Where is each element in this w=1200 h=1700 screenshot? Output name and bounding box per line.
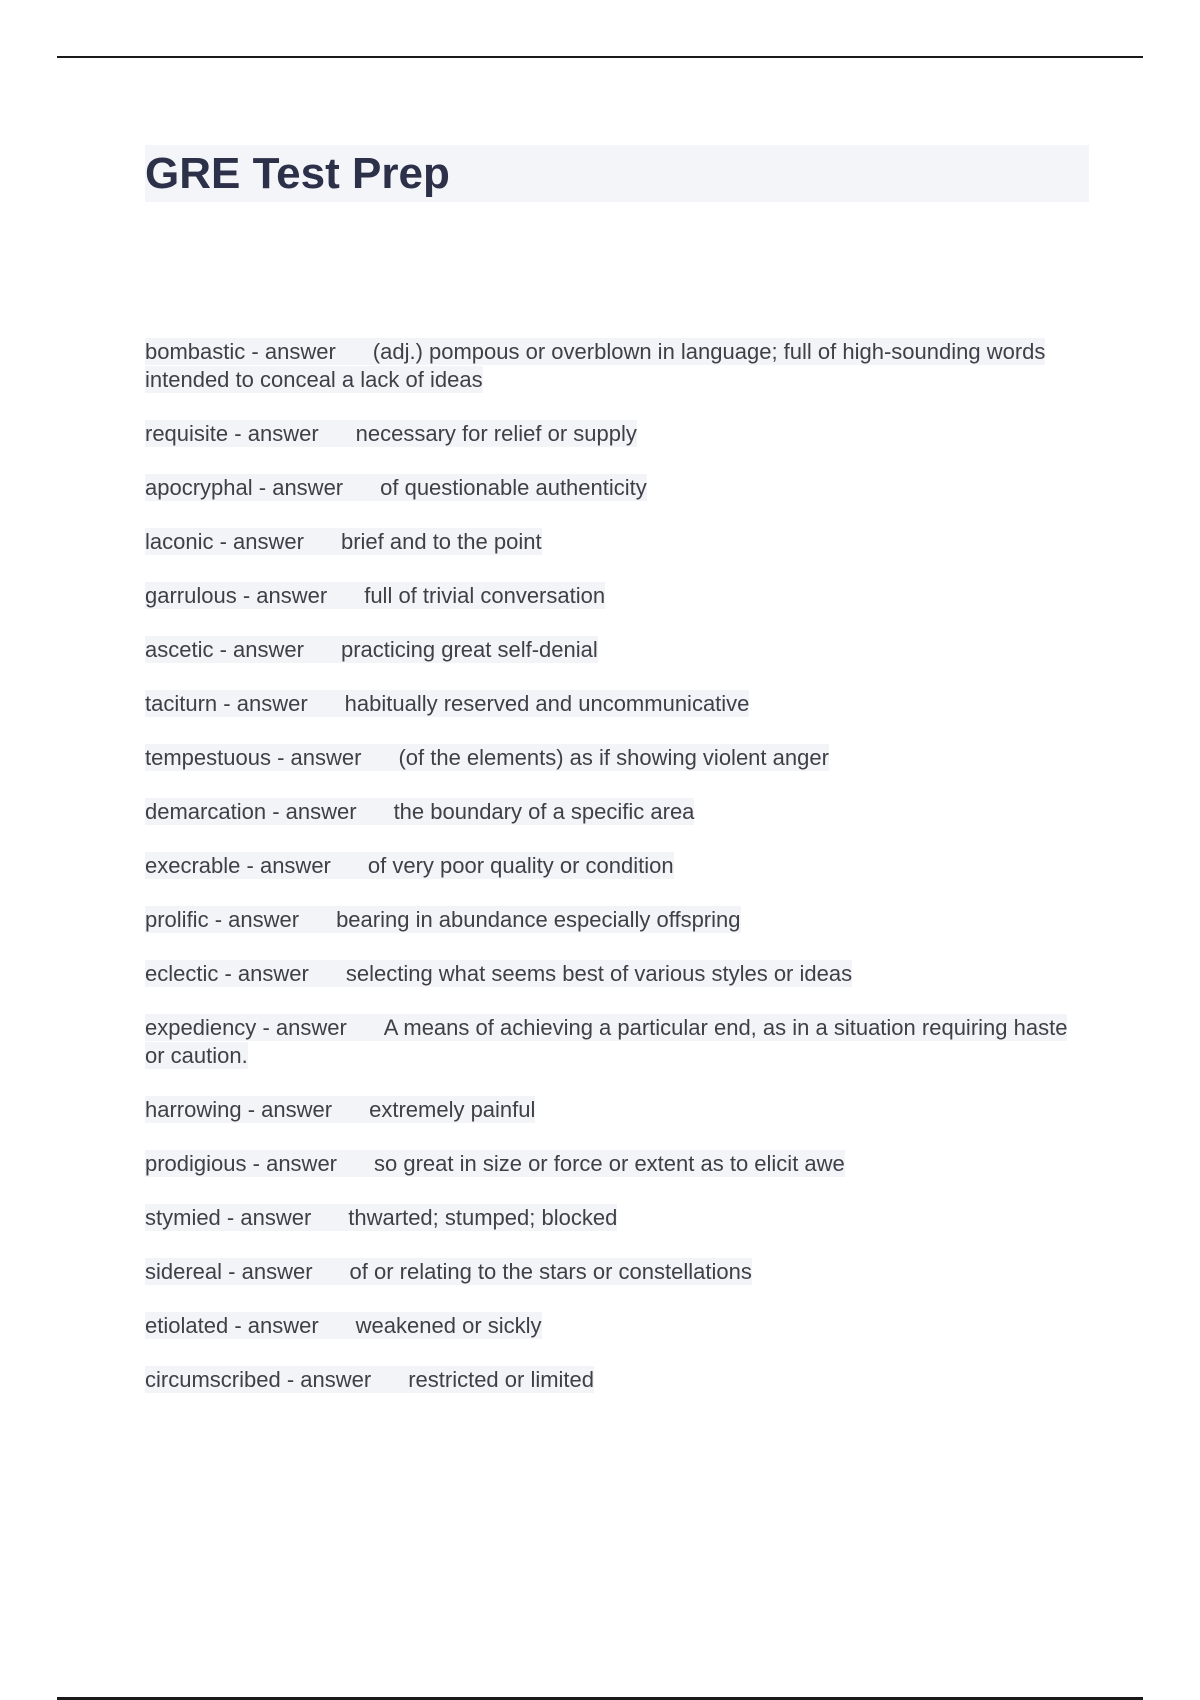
definition: necessary for relief or supply [355,421,637,446]
list-item [145,1096,1089,1124]
list-item [145,960,1089,988]
definition: weakened or sickly [355,1313,542,1338]
term: prolific [145,907,209,932]
top-divider [57,56,1143,58]
answer-separator: - answer [252,1151,337,1176]
list-item [145,1014,1089,1070]
list-item [145,1366,1089,1394]
list-item [145,338,1089,394]
list-item [145,798,1089,826]
list-item [145,420,1089,448]
term: etiolated [145,1313,229,1338]
term: demarcation [145,799,267,824]
term: requisite [145,421,229,446]
answer-separator: - answer [246,853,331,878]
list-item [145,1204,1089,1232]
answer-separator: - answer [228,1259,313,1284]
answer-separator: - answer [286,1367,372,1392]
list-item [145,906,1089,934]
answer-separator: - answer [214,907,300,932]
term: ascetic [145,637,214,662]
answer-separator: - answer [234,421,319,446]
definition: the boundary of a specific area [393,799,695,824]
definition: so great in size or force or extent as to elicit awe [374,1151,845,1176]
term: execrable [145,853,241,878]
answer-separator: - answer [277,745,362,770]
term: apocryphal [145,475,253,500]
term: laconic [145,529,214,554]
answer-separator: - answer [223,691,308,716]
term: circumscribed [145,1367,281,1392]
answer-separator: - answer [226,1205,312,1230]
answer-separator: - answer [219,529,304,554]
definition: restricted or limited [408,1367,595,1392]
list-item [145,744,1089,772]
term: garrulous [145,583,237,608]
definition: of or relating to the stars or constellations [349,1259,752,1284]
list-item [145,582,1089,610]
list-item [145,474,1089,502]
definition: A means of achieving a particular end, as in a situation requiring haste or caution. [145,1015,1068,1068]
definition: (adj.) pompous or overblown in language; full of high-sounding words intended to conceal a lack of ideas [145,339,1046,392]
term: harrowing [145,1097,242,1122]
term: bombastic [145,339,246,364]
list-item [145,1258,1089,1286]
answer-separator: - answer [258,475,344,500]
definition: of very poor quality or condition [367,853,674,878]
definition: brief and to the point [340,529,542,554]
answer-separator: - answer [247,1097,333,1122]
definition: full of trivial conversation [364,583,606,608]
definition: of questionable authenticity [380,475,647,500]
answer-separator: - answer [242,583,328,608]
term: taciturn [145,691,218,716]
list-item [145,1312,1089,1340]
definition: selecting what seems best of various styles or ideas [345,961,853,986]
answer-separator: - answer [234,1313,319,1338]
term: stymied [145,1205,221,1230]
definition: thwarted; stumped; blocked [348,1205,618,1230]
answer-separator: - answer [219,637,304,662]
answer-separator: - answer [272,799,357,824]
list-item [145,852,1089,880]
term: prodigious [145,1151,247,1176]
answer-separator: - answer [262,1015,347,1040]
term: eclectic [145,961,219,986]
definition: habitually reserved and uncommunicative [344,691,750,716]
definition: practicing great self-denial [340,637,598,662]
answer-separator: - answer [224,961,309,986]
definition: bearing in abundance especially offspring [336,907,741,932]
term: expediency [145,1015,257,1040]
list-item [145,690,1089,718]
term: tempestuous [145,745,271,770]
list-item [145,636,1089,664]
qa-list [145,338,1089,1420]
definition: (of the elements) as if showing violent anger [398,745,829,770]
term: sidereal [145,1259,223,1284]
definition: extremely painful [369,1097,536,1122]
list-item [145,528,1089,556]
page-title: GRE Test Prep [145,149,450,198]
list-item [145,1150,1089,1178]
answer-separator: - answer [251,339,336,364]
